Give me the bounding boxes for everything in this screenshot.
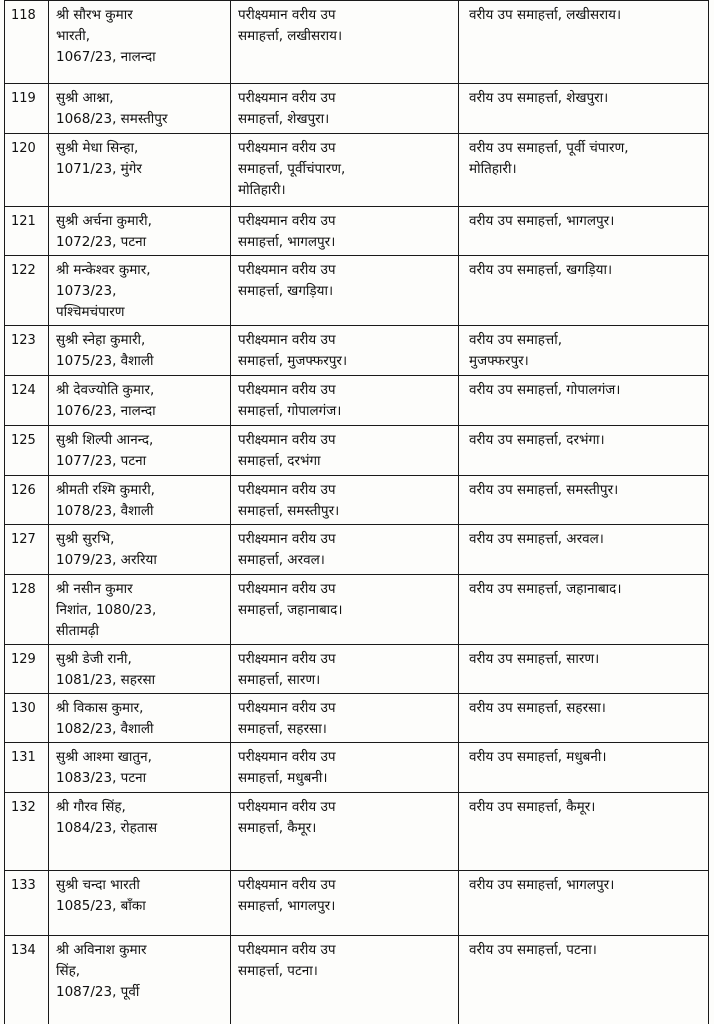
- officer-name-cell: [49, 936, 231, 1024]
- serial-number-cell: 133: [5, 871, 49, 936]
- cell-line: सुश्री शिल्पी आनन्द,: [56, 432, 154, 448]
- cell-line: परीक्ष्यमान वरीय उप: [238, 942, 336, 958]
- officer-name-cell: [49, 207, 231, 256]
- serial-number-cell: 125: [5, 426, 49, 476]
- new-posting-cell: [459, 207, 709, 256]
- current-posting-cell: [231, 134, 459, 207]
- table-row: [5, 871, 709, 936]
- current-posting-cell: [231, 694, 459, 743]
- serial-number-cell: 119: [5, 84, 49, 134]
- new-posting-cell: [459, 1, 709, 84]
- cell-line: 1076/23, नालन्दा: [56, 403, 156, 419]
- officer-name-cell: [49, 645, 231, 694]
- cell-line: वरीय उप समाहर्त्ता, जहानाबाद।: [469, 581, 622, 597]
- cell-line: वरीय उप समाहर्त्ता, खगड़िया।: [469, 262, 613, 278]
- current-posting-cell: [231, 256, 459, 326]
- new-posting-cell: [459, 134, 709, 207]
- officer-name-cell: [49, 793, 231, 871]
- serial-number-cell: 122: [5, 256, 49, 326]
- cell-line: परीक्ष्यमान वरीय उप: [238, 531, 336, 547]
- cell-line: सीतामढ़ी: [56, 623, 99, 639]
- new-posting-cell: [459, 743, 709, 793]
- cell-line: वरीय उप समाहर्त्ता, सारण।: [469, 651, 600, 667]
- current-posting-cell: [231, 426, 459, 476]
- serial-number-cell: 120: [5, 134, 49, 207]
- cell-line: सुश्री सुरभि,: [56, 531, 115, 547]
- cell-line: मुजफ्फरपुर।: [469, 353, 529, 369]
- new-posting-cell: [459, 645, 709, 694]
- serial-number-cell: 127: [5, 525, 49, 575]
- cell-line: समाहर्त्ता, दरभंगा: [238, 453, 321, 469]
- cell-line: 1082/23, वैशाली: [56, 721, 154, 737]
- cell-line: परीक्ष्यमान वरीय उप: [238, 7, 336, 23]
- serial-number-cell: 131: [5, 743, 49, 793]
- table-row: [5, 525, 709, 575]
- serial-number-cell: 124: [5, 376, 49, 426]
- table-row: [5, 207, 709, 256]
- cell-line: समाहर्त्ता, समस्तीपुर।: [238, 503, 340, 519]
- cell-line: परीक्ष्यमान वरीय उप: [238, 262, 336, 278]
- officer-name-cell: [49, 426, 231, 476]
- serial-number-cell: 134: [5, 936, 49, 1024]
- officer-name-cell: [49, 134, 231, 207]
- cell-line: परीक्ष्यमान वरीय उप: [238, 877, 336, 893]
- cell-line: सुश्री आश्मा खातुन,: [56, 749, 152, 765]
- new-posting-cell: [459, 476, 709, 525]
- table-row: [5, 1, 709, 84]
- cell-line: 1078/23, वैशाली: [56, 503, 154, 519]
- cell-line: 1081/23, सहरसा: [56, 672, 156, 688]
- new-posting-cell: [459, 575, 709, 645]
- cell-line: परीक्ष्यमान वरीय उप: [238, 90, 336, 106]
- table-row: [5, 256, 709, 326]
- cell-line: समाहर्त्ता, पूर्वीचंपारण,: [238, 161, 346, 177]
- cell-line: सुश्री मेधा सिन्हा,: [56, 140, 139, 156]
- officer-name-cell: [49, 525, 231, 575]
- cell-line: परीक्ष्यमान वरीय उप: [238, 749, 336, 765]
- cell-line: 1077/23, पटना: [56, 453, 147, 469]
- cell-line: वरीय उप समाहर्त्ता, लखीसराय।: [469, 7, 622, 23]
- cell-line: वरीय उप समाहर्त्ता, कैमूर।: [469, 799, 596, 815]
- officer-name-cell: [49, 575, 231, 645]
- cell-line: 1075/23, वैशाली: [56, 353, 154, 369]
- cell-line: वरीय उप समाहर्त्ता, गोपालगंज।: [469, 382, 621, 398]
- new-posting-cell: [459, 256, 709, 326]
- cell-line: समाहर्त्ता, लखीसराय।: [238, 28, 343, 44]
- table-row: [5, 694, 709, 743]
- current-posting-cell: [231, 476, 459, 525]
- cell-line: सुश्री आश्ना,: [56, 90, 114, 106]
- cell-line: श्री मन्केश्वर कुमार,: [56, 262, 151, 278]
- current-posting-cell: [231, 84, 459, 134]
- cell-line: 1087/23, पूर्वी: [56, 984, 140, 1000]
- cell-line: वरीय उप समाहर्त्ता,: [469, 332, 562, 348]
- new-posting-cell: [459, 694, 709, 743]
- cell-line: श्री नसीन कुमार: [56, 581, 133, 597]
- new-posting-cell: [459, 793, 709, 871]
- cell-line: श्री देवज्योति कुमार,: [56, 382, 155, 398]
- cell-line: समाहर्त्ता, जहानाबाद।: [238, 602, 343, 618]
- cell-line: 1073/23,: [56, 283, 117, 299]
- new-posting-cell: [459, 426, 709, 476]
- cell-line: सुश्री अर्चना कुमारी,: [56, 213, 152, 229]
- cell-line: वरीय उप समाहर्त्ता, पूर्वी चंपारण,: [469, 140, 629, 156]
- cell-line: श्री विकास कुमार,: [56, 700, 144, 716]
- table-row: [5, 575, 709, 645]
- cell-line: परीक्ष्यमान वरीय उप: [238, 482, 336, 498]
- cell-line: समाहर्त्ता, मधुबनी।: [238, 770, 328, 786]
- officer-name-cell: [49, 256, 231, 326]
- current-posting-cell: [231, 525, 459, 575]
- cell-line: भारती,: [56, 28, 90, 44]
- table-row: [5, 936, 709, 1024]
- serial-number-cell: 129: [5, 645, 49, 694]
- cell-line: श्रीमती रश्मि कुमारी,: [56, 482, 155, 498]
- new-posting-cell: [459, 871, 709, 936]
- table-row: [5, 476, 709, 525]
- new-posting-cell: [459, 326, 709, 376]
- cell-line: पश्चिमचंपारण: [56, 304, 125, 320]
- cell-line: 1071/23, मुंगेर: [56, 161, 142, 177]
- officer-name-cell: [49, 743, 231, 793]
- current-posting-cell: [231, 936, 459, 1024]
- cell-line: परीक्ष्यमान वरीय उप: [238, 581, 336, 597]
- serial-number-cell: 130: [5, 694, 49, 743]
- table-row: [5, 326, 709, 376]
- cell-line: समाहर्त्ता, अरवल।: [238, 552, 325, 568]
- serial-number-cell: 132: [5, 793, 49, 871]
- cell-line: श्री अविनाश कुमार: [56, 942, 147, 958]
- officer-name-cell: [49, 871, 231, 936]
- cell-line: मोतिहारी।: [469, 161, 517, 177]
- cell-line: 1079/23, अररिया: [56, 552, 157, 568]
- table-row: [5, 793, 709, 871]
- cell-line: समाहर्त्ता, मुजफ्फरपुर।: [238, 353, 348, 369]
- cell-line: वरीय उप समाहर्त्ता, पटना।: [469, 942, 597, 958]
- officer-name-cell: [49, 694, 231, 743]
- serial-number-cell: 121: [5, 207, 49, 256]
- cell-line: वरीय उप समाहर्त्ता, भागलपुर।: [469, 213, 615, 229]
- cell-line: 1083/23, पटना: [56, 770, 147, 786]
- cell-line: परीक्ष्यमान वरीय उप: [238, 651, 336, 667]
- cell-line: समाहर्त्ता, खगड़िया।: [238, 283, 334, 299]
- current-posting-cell: [231, 743, 459, 793]
- cell-line: समाहर्त्ता, भागलपुर।: [238, 234, 336, 250]
- cell-line: वरीय उप समाहर्त्ता, अरवल।: [469, 531, 604, 547]
- cell-line: मोतिहारी।: [238, 182, 286, 198]
- table-row: [5, 84, 709, 134]
- current-posting-cell: [231, 326, 459, 376]
- cell-line: सिंह,: [56, 963, 81, 979]
- cell-line: 1067/23, नालन्दा: [56, 49, 156, 65]
- cell-line: वरीय उप समाहर्त्ता, मधुबनी।: [469, 749, 607, 765]
- current-posting-cell: [231, 1, 459, 84]
- cell-line: सुश्री स्नेहा कुमारी,: [56, 332, 146, 348]
- cell-line: समाहर्त्ता, भागलपुर।: [238, 898, 336, 914]
- new-posting-cell: [459, 84, 709, 134]
- new-posting-cell: [459, 376, 709, 426]
- cell-line: 1072/23, पटना: [56, 234, 147, 250]
- officer-name-cell: [49, 84, 231, 134]
- cell-line: परीक्ष्यमान वरीय उप: [238, 700, 336, 716]
- cell-line: समाहर्त्ता, कैमूर।: [238, 820, 317, 836]
- cell-line: समाहर्त्ता, सारण।: [238, 672, 321, 688]
- cell-line: परीक्ष्यमान वरीय उप: [238, 382, 336, 398]
- serial-number-cell: 126: [5, 476, 49, 525]
- cell-line: सुश्री चन्दा भारती: [56, 877, 140, 893]
- cell-line: वरीय उप समाहर्त्ता, सहरसा।: [469, 700, 606, 716]
- current-posting-cell: [231, 207, 459, 256]
- new-posting-cell: [459, 525, 709, 575]
- cell-line: वरीय उप समाहर्त्ता, शेखपुरा।: [469, 90, 609, 106]
- cell-line: 1084/23, रोहतास: [56, 820, 158, 836]
- cell-line: वरीय उप समाहर्त्ता, समस्तीपुर।: [469, 482, 619, 498]
- cell-line: 1085/23, बाँका: [56, 898, 146, 914]
- current-posting-cell: [231, 871, 459, 936]
- transfer-table: [4, 0, 709, 1024]
- cell-line: परीक्ष्यमान वरीय उप: [238, 140, 336, 156]
- cell-line: समाहर्त्ता, गोपालगंज।: [238, 403, 342, 419]
- table-body: [5, 1, 709, 1024]
- table-row: [5, 645, 709, 694]
- cell-line: परीक्ष्यमान वरीय उप: [238, 332, 336, 348]
- cell-line: परीक्ष्यमान वरीय उप: [238, 799, 336, 815]
- cell-line: सुश्री डेजी रानी,: [56, 651, 132, 667]
- current-posting-cell: [231, 645, 459, 694]
- serial-number-cell: 123: [5, 326, 49, 376]
- cell-line: श्री सौरभ कुमार: [56, 7, 133, 23]
- table-row: [5, 134, 709, 207]
- officer-name-cell: [49, 1, 231, 84]
- officer-name-cell: [49, 476, 231, 525]
- cell-line: परीक्ष्यमान वरीय उप: [238, 213, 336, 229]
- table-row: [5, 426, 709, 476]
- cell-line: 1068/23, समस्तीपुर: [56, 111, 168, 127]
- cell-line: परीक्ष्यमान वरीय उप: [238, 432, 336, 448]
- current-posting-cell: [231, 793, 459, 871]
- cell-line: श्री गौरव सिंह,: [56, 799, 126, 815]
- officer-name-cell: [49, 376, 231, 426]
- serial-number-cell: 118: [5, 1, 49, 84]
- cell-line: निशांत, 1080/23,: [56, 602, 157, 618]
- table-row: [5, 376, 709, 426]
- officer-name-cell: [49, 326, 231, 376]
- current-posting-cell: [231, 575, 459, 645]
- cell-line: वरीय उप समाहर्त्ता, भागलपुर।: [469, 877, 615, 893]
- serial-number-cell: 128: [5, 575, 49, 645]
- cell-line: वरीय उप समाहर्त्ता, दरभंगा।: [469, 432, 605, 448]
- cell-line: समाहर्त्ता, सहरसा।: [238, 721, 327, 737]
- cell-line: समाहर्त्ता, पटना।: [238, 963, 318, 979]
- cell-line: समाहर्त्ता, शेखपुरा।: [238, 111, 330, 127]
- current-posting-cell: [231, 376, 459, 426]
- table-row: [5, 743, 709, 793]
- new-posting-cell: [459, 936, 709, 1024]
